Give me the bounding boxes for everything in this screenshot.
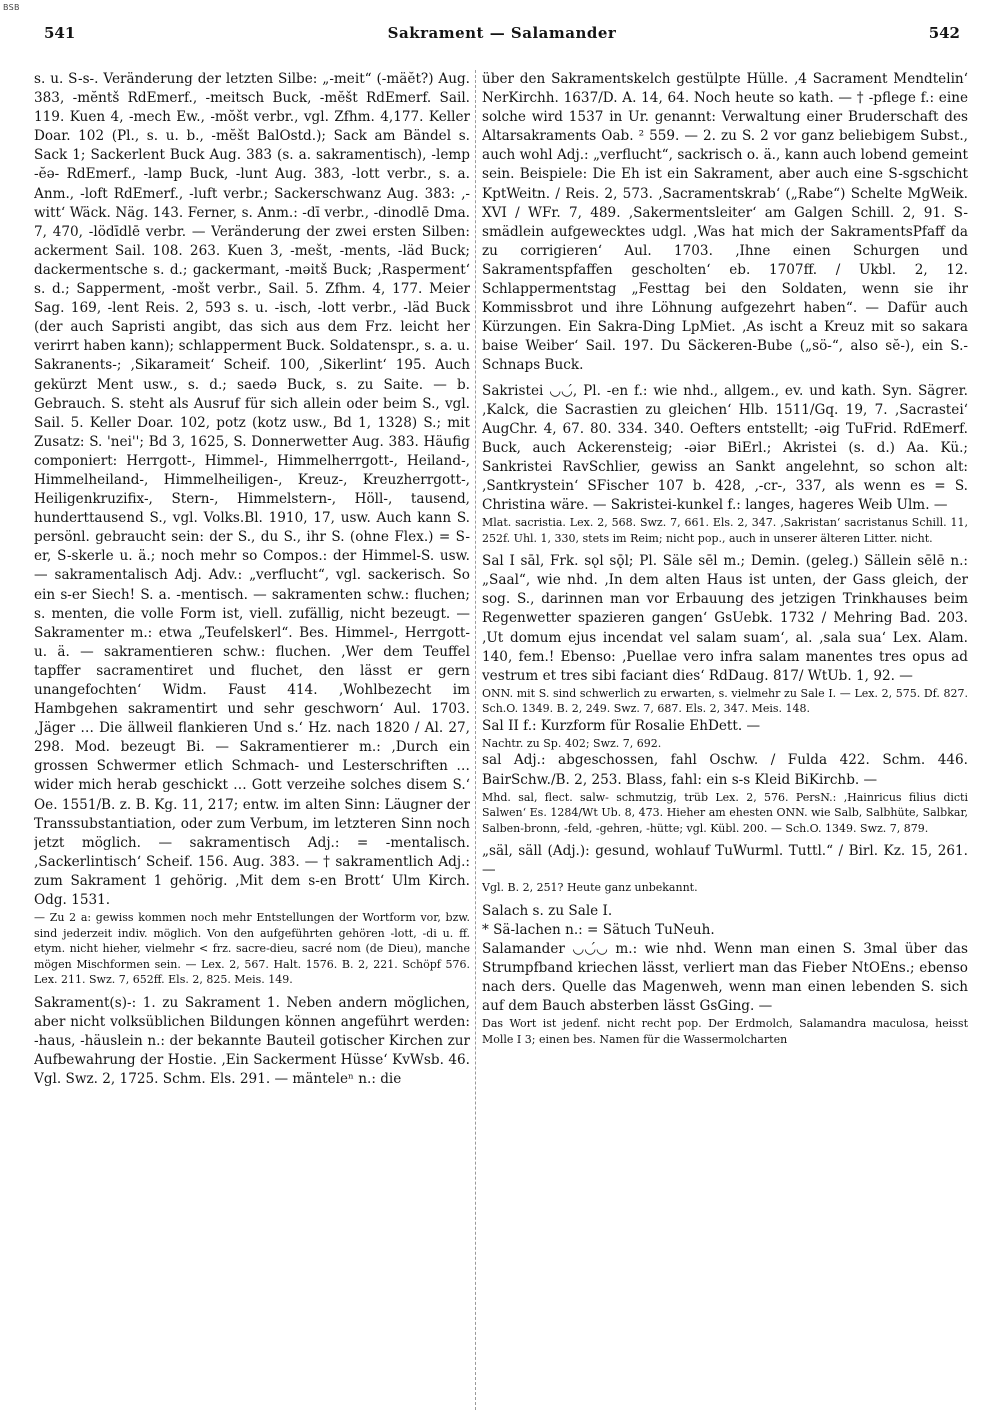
note-sal-1: ONN. mit S. sind schwerlich zu erwarten, s. vielmehr zu Sale I. — Lex. 2, 575. Df. 827. Sch.O. 1349. B. 2, 249. Swz. 7, 687. Els. 2, 347. Meis. 148. xyxy=(482,686,968,716)
column-divider xyxy=(475,70,476,1410)
library-stamp: BSB xyxy=(3,3,20,12)
right-column xyxy=(482,70,968,1415)
page-number-left: 541 xyxy=(44,24,76,42)
entry-sal-1: Sal I sāl, Frk. sǫl sǭl; Pl. Säle sēl m.; Demin. (geleg.) Sällein sēlē n.: „Saal“, wie nhd. ‚In dem alten Haus ist unten, der Gass gleich, der sog. S., darinnen man vor Erbauung des jetzigen Trinkhauses beim Regenwetter spazieren gangenʻ GsUebk. 1732 / Mehring Bad. 203. ‚Ut domum ejus incendat vel salam suamʻ, al. ‚sala suaʻ Lex. Alam. 140, fem.! Ebenso: ‚Puellae vero infra salam manentes tres opus ad vestrum et tres sibi faciant diesʻ RdDaug. 817/ WtUb. 1, 92. — xyxy=(482,553,968,684)
page-number-right: 542 xyxy=(928,24,960,42)
note-sakrament: — Zu 2 a: gewiss kommen noch mehr Entstellungen der Wortform vor, bzw. sind jederzeit indiv. möglich. Von den aufgeführten gehören -lott, -di u. ff. etym. nicht hieher, vielmehr < frz. sacre-dieu, sacré nom (de Dieu), manche mögen Mischformen sein. — Lex. 2, 567. Halt. 1576. B. 2, 221. Schöpf 576. Lex. 211. Swz. 7, 652ff. Els. 2, 825. Meis. 149. xyxy=(34,911,470,987)
page-header xyxy=(44,22,960,48)
running-title: Sakrament — Salamander xyxy=(387,24,617,42)
entry-sakristei: Sakristei ◡◡́, Pl. -en f.: wie nhd., allgem., ev. und kath. Syn. Sägrer. ‚Kalck, die Sacrastien zu gleichenʻ Hlb. 1511/Gq. 19, 7. ‚Sacrasteiʻ AugChr. 4, 67. 80. 334. 340. Oefters entstellt; -əig TuFrid. RdEmerf. Buck, auch Ackerensteig; -əiər BiErl.; Akristei (s. d.) Aa. Kü.; Sankristei RavSchlier, gewiss an Sankt angelehnt, so schon alt: ‚Santkrysteinʻ SFischer 107 b. 428, ‚-cr-, 337, als wenn es = S. Christina wäre. — Sakristei-kunkel f.: langes, hageres Weib Ulm. — xyxy=(482,382,968,514)
entry-saelachen: * Sä-lachen n.: = Sätuch TuNeuh. xyxy=(482,921,715,938)
note-sal-adj: Mhd. sal, flect. salw- schmutzig, trüb Lex. 2, 576. PersN.: ‚Hainricus filius dicti Salwenʻ Es. 1284/Wt Ub. 8, 473. Hieher am ehesten ONN. wie Salb, Salbhüte, Salbkar, Salben-bronn, -feld, -gehren, -hütte; vgl. Kübl. 200. — Sch.O. 1349. Swz. 7, 879. xyxy=(482,790,968,835)
entry-sakraments-continued: über den Sakramentskelch gestülpte Hülle. ‚4 Sacrament Mendtelinʻ NerKirchh. 1637/D. A. 14, 64. Noch heute so kath. — † -pflege f.: eine solche wird 1537 in Ur. genannt: Verwaltung einer Bruderschaft des Altarsakraments Oab. ² 559. — 2. zu S. 2 vor ganz beliebigem Subst., auch wohl Adj.: „verflucht“, sackrisch o. ä., kann auch lobend gemeint sein. Beispiele: Die Eh ist ein Sakrament, aber auch eine S-sgschicht KptWeitn. / Reis. 2, 573. ‚Sacramentskrabʻ („Rabe“) Schelte MgWeik. XVI / WFr. 7, 489. ‚Sakermentsleiterʻ am Galgen Schill. 2, 91. S-smädlein aufgewecktes udgl. ‚Was hat mich der SakramentsPfaff da zu corrigierenʻ Aul. 1703. ‚Ihne einen Schurgen und Sakramentspfaffen gescholtenʻ eb. 1707ff. / Ukbl. 2, 12. Schlappermentstag „Festtag bei den Soldaten, wenn sie ihr Kommissbrot und ihre Löhnung aufgezehrt haben“. — Dafür auch Kürzungen. Ein Sakra-Ding LpMiet. ‚As ischt a Kreuz mit so sakara baise Weiberʻ Sail. 197. Du Säckeren-Bube („sö-“, also sĕ-), ein S.-Schnaps Buck. xyxy=(482,71,968,374)
note-sal-2: Nachtr. zu Sp. 402; Swz. 7, 692. xyxy=(482,736,662,750)
entry-sakraments-compounds: Sakrament(s)-: 1. zu Sakrament 1. Neben andern möglichen, aber nicht volksüblichen Bildungen können angeführt werden: -haus, -häuslein n.: der bekannte Bauteil gotischer Kirchen zur Aufbewahrung der Hostie. ‚Ein Sackerment Hüsseʻ KvWsb. 46. Vgl. Swz. 2, 1725. Schm. Els. 291. — mänteleⁿ n.: die xyxy=(34,994,470,1087)
entry-sal-adj: sal Adj.: abgeschossen, fahl Oschw. / Fulda 422. Schm. 446. BairSchw./B. 2, 253. Blass, fahl: ein s-s Kleid BiKirchb. — xyxy=(482,752,968,788)
note-sakristei: Mlat. sacristia. Lex. 2, 568. Swz. 7, 661. Els. 2, 347. ‚Sakristanʻ sacristanus Schill. 11, 252f. Uhl. 1, 330, stets im Reim; nicht pop., auch in unserer älteren Litter. nicht. xyxy=(482,516,968,545)
entry-salamander: Salamander ◡◡́◡ m.: wie nhd. Wenn man einen S. 3mal über das Strumpfband kriechen lässt, verliert man das Fieber NtOEns.; ebenso nach ders. Quelle das Magenweh, wenn man einen lebenden S. sich auf dem Bauch absterben lässt GsGing. — xyxy=(482,940,968,1015)
note-saell: Vgl. B. 2, 251? Heute ganz unbekannt. xyxy=(482,881,698,895)
entry-salach: Salach s. zu Sale I. xyxy=(482,902,613,919)
entry-sal-2: Sal II f.: Kurzform für Rosalie EhDett. — xyxy=(482,717,761,734)
entry-sakrament-continued: s. u. S-s-. Veränderung der letzten Silbe: „-meit“ (-mäĕt?) Aug. 383, -mĕntš RdEmerf., -meitsch Buck, -mĕšt RdEmerf. Sail. 119. Kuen 4, -mech Ew., -mŏšt verbr., vgl. Zfhm. 4,177. Keller Doar. 102 (Pl., s. u. b., -mĕšt BalOstd.); Sack am Bändel s. Sack 1; Sackerlent Buck Aug. 383 (s. a. sakramentisch), -lemp -ĕə- RdEmerf., -lamp Buck, -lunt Aug. 383, -lott verbr., s. a. Anm., -loft RdEmerf., -luft verbr.; Sackerschwanz Aug. 383: ‚-witt‘ Wäck. Näg. 143. Ferner, s. Anm.: -dī verbr., -dinodlē Dma. 7, 470, -lödīdlē verbr. — Veränderung der zwei ersten Silben: ackerment Sail. 108. 263. Kuen 3, -mešt, -ments, -läd Buck; dackermentsche s. d.; gackermant, -məitš Buck; ‚Raspermentʻ s. d.; Sapperment, -mošt verbr., Sail. 5. Zfhm. 4, 177. Meier Sag. 169, -lent Reis. 2, 593 s. u. -isch, -lott verbr., -läd Buck (der auch Sapristi angibt, das sich aus dem Frz. leicht her verirrt haben kann); schlapperment Buck. Soldatenspr., s. a. u. Sakranents-; ‚Sikarameitʻ Scheif. 100, ‚Sikerlintʻ 195. Auch gekürzt Ment usw., s. d.; saedə Buck, s. zu Saite. — b. Gebrauch. S. steht als Ausruf für sich allein oder beim S., vgl. Sail. 5. Keller Doar. 102, potz (kotz usw., Bd 1, 1328) S.; mit Zusatz: S. 'nei''; Bd 3, 1625, S. Donnerwetter Aug. 383. Häufig componiert: Herrgott-, Himmel-, Himmelherrgott-, Heiland-, Himmelheiland-, Himmelheiligen-, Kreuz-, Kreuzherrgott-, Heiligenkruzifix-, Stern-, Himmelstern-, Höll-, tausend, hunderttausend S., vgl. Volks.Bl. 1910, 17, usw. Auch kann S. persönl. gebraucht sein: der S., du S., ihr S. (ohne Flex.) = S-er, S-skerle u. ä.; noch mehr so Compos.: der Himmel-S. usw. — sakramentalisch Adj. Adv.: „verflucht“, vgl. sackerisch. So ein s-er Siech! S. a. -mentisch. — sakramenten schw.: fluchen; s. menten, die volle Form ist, viell. zufällig, nicht bezeugt. — Sakramenter m.: etwa „Teufelskerl“. Bes. Himmel-, Herrgott- u. ä. — sakramentieren schw.: fluchen. ‚Wer dem Teuffel tapffer sacramentiret und fluchet, den lässt er gern unangefochtenʻ Widm. Faust 414. ‚Wohlbezecht im Hambgehen sakramentirt und sehr geschwornʻ Aul. 1703. ‚Jäger … Die ällweil flankieren Und s.ʻ Hz. nach 1820 / Al. 27, 298. Mod. bezeugt Bi. — Sakramentierer m.: ‚Durch ein grossen Schwermer etlich Schmach- und Lesterschriften … wider mich herab geschickt … Gott verzeihe solches disem S.ʻ Oe. 1551/B. z. B. Kg. 11, 217; entw. im alten Sinn: Läugner der Transsubstantiation, oder zum Verbum, im letzteren Sinn noch jetzt möglich. — sakramentisch Adj.: = -mentalisch. ‚Sackerlintischʻ Scheif. 156. Aug. 383. — † sakramentlich Adj.: zum Sakrament 1 gehörig. ‚Mit dem s-en Brottʻ Ulm Kirch. Odg. 1531. xyxy=(34,71,470,909)
note-salamander: Das Wort ist jedenf. nicht recht pop. Der Erdmolch, Salamandra maculosa, heisst Molle I 3; einen bes. Namen für die Wassermolcharten xyxy=(482,1017,968,1046)
entry-saell: „säl, säll (Adj.): gesund, wohlauf TuWurml. Tuttl.“ / Birl. Kz. 15, 261. — xyxy=(482,843,968,879)
left-column xyxy=(34,70,470,1415)
